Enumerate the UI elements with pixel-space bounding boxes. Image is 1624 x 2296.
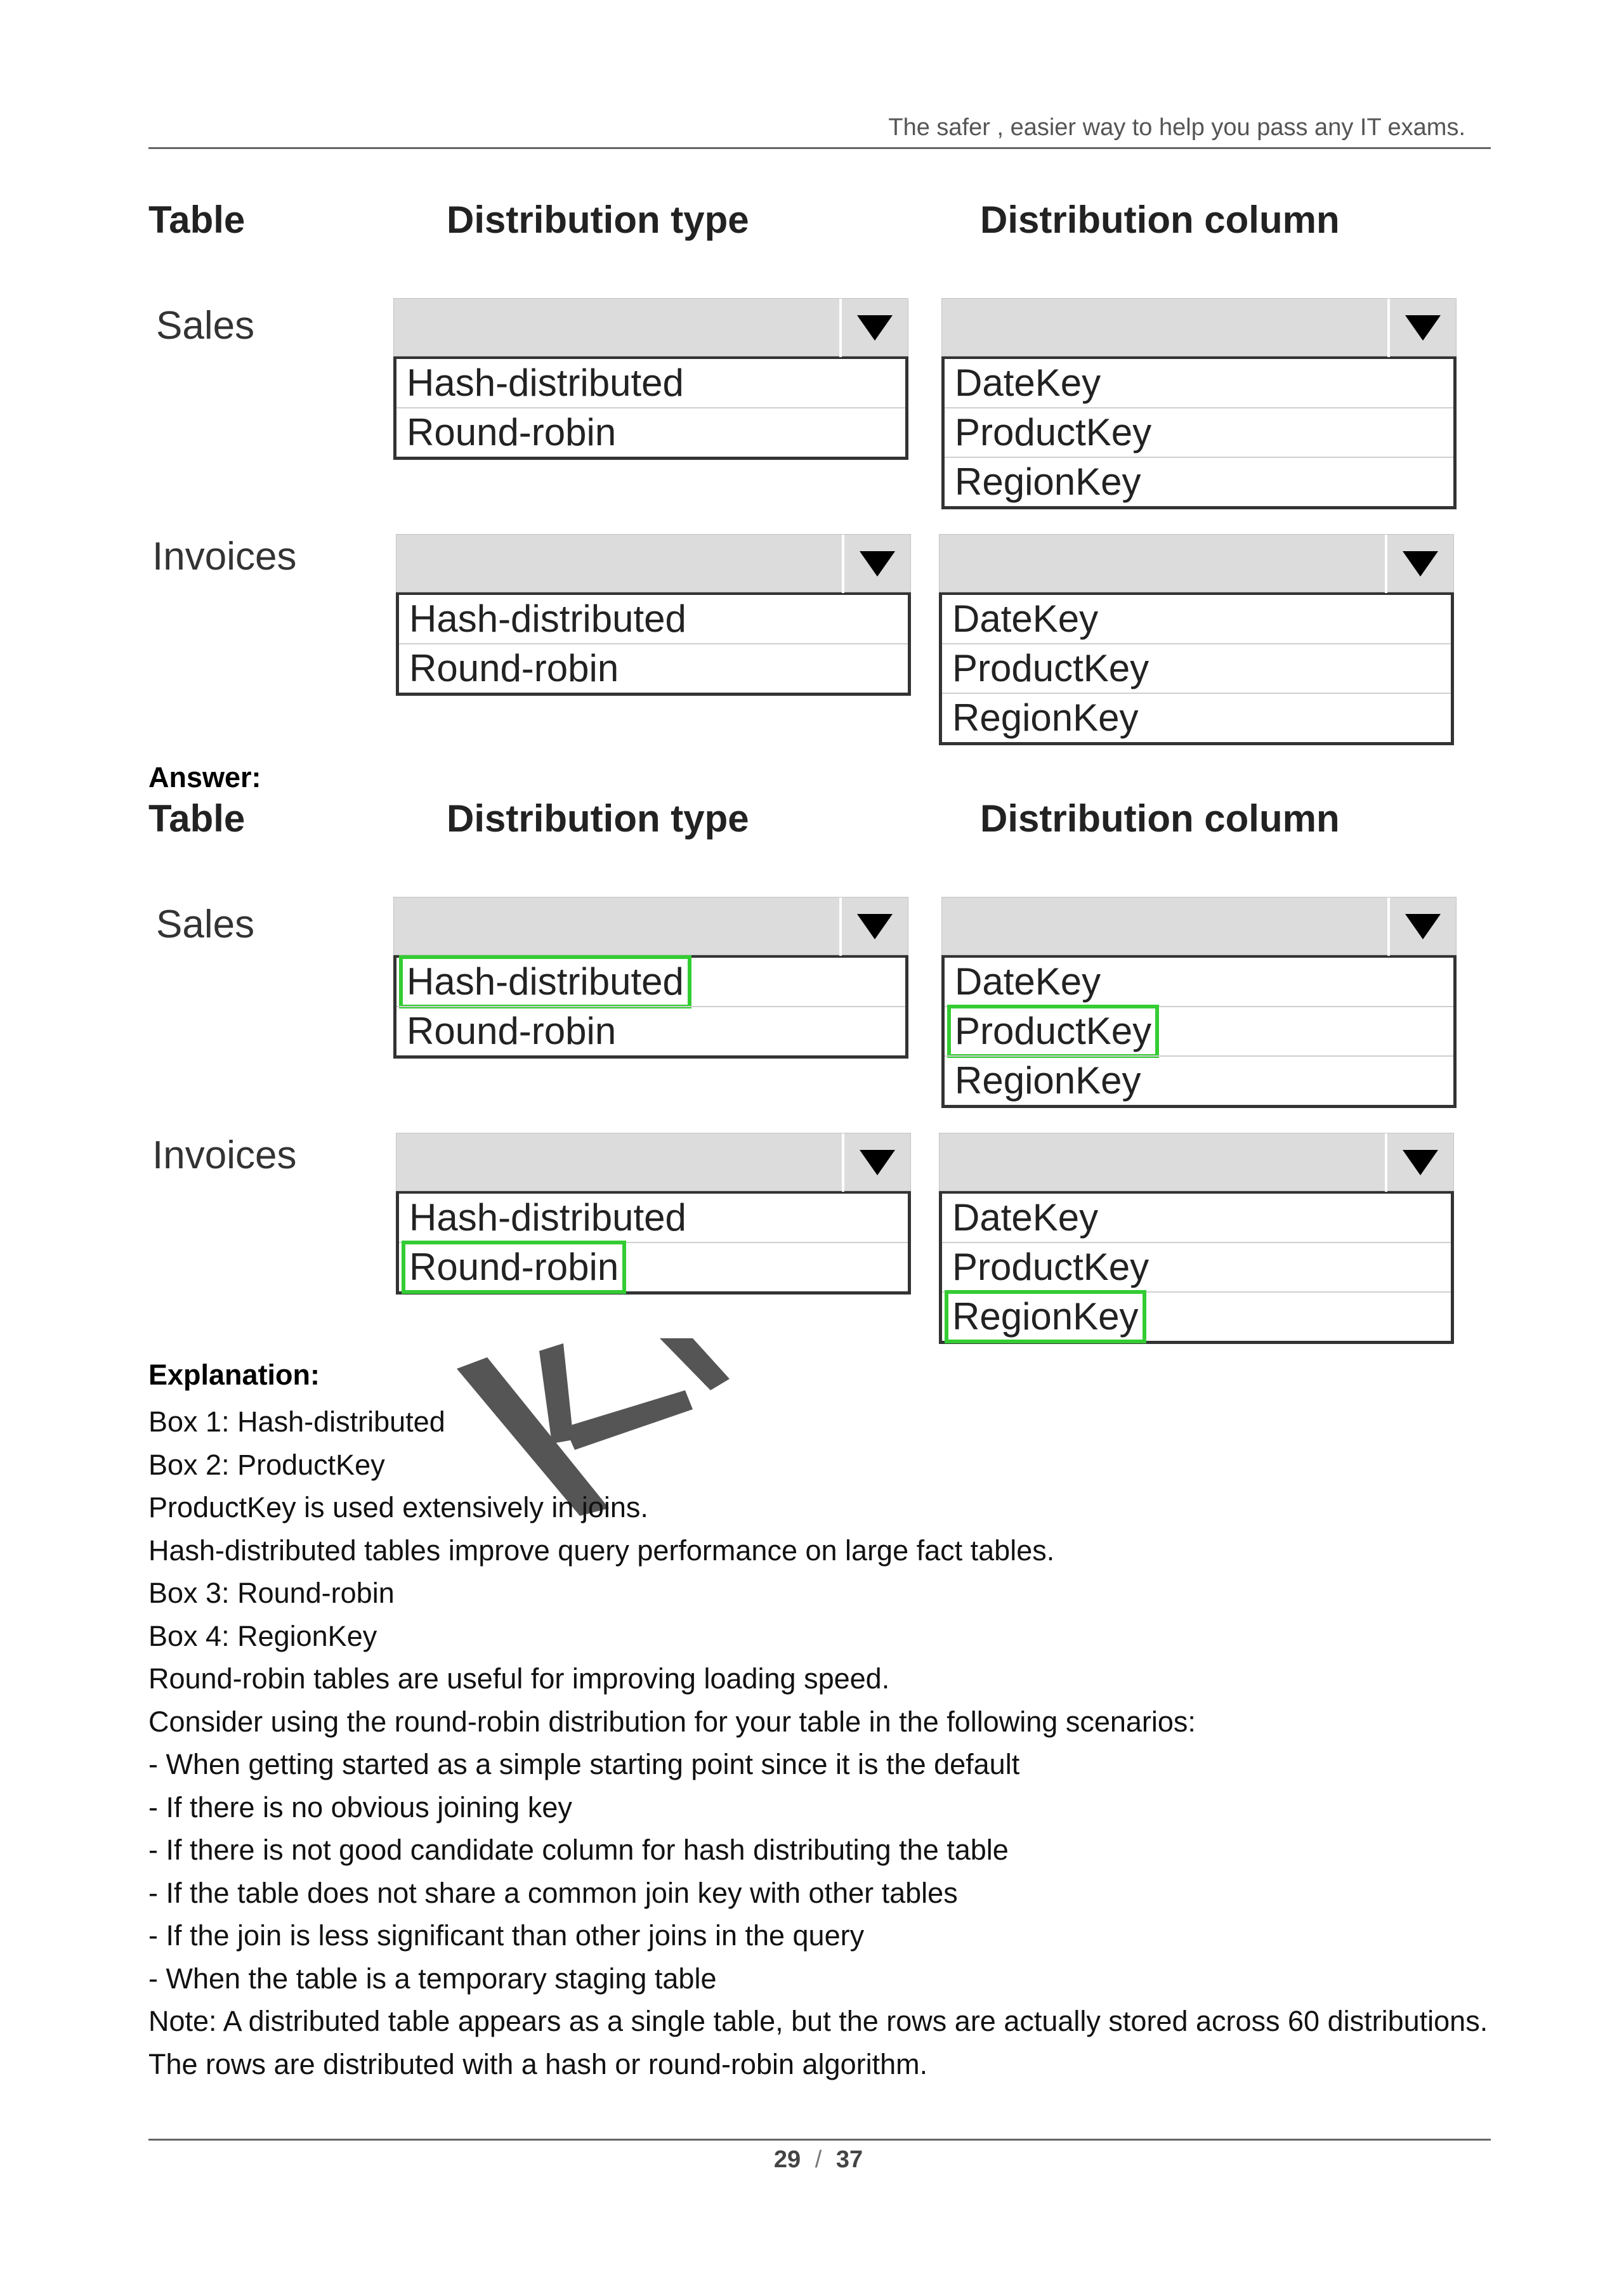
option-label: Hash-distributed	[409, 597, 686, 640]
watermark-stroke-4	[660, 1338, 730, 1390]
answer-sales-type-dropdown[interactable]	[393, 897, 908, 1059]
option-round-robin-selected[interactable]	[399, 1242, 908, 1291]
sales-column-dropdown[interactable]	[941, 298, 1457, 509]
option-label: Round-robin	[407, 411, 617, 453]
option-hash-distributed-selected[interactable]	[396, 958, 905, 1006]
option-label: ProductKey	[951, 1008, 1155, 1054]
option-datekey[interactable]	[942, 595, 1451, 643]
dropdown-options	[941, 955, 1457, 1108]
explanation-line: ProductKey is used extensively in joins.	[148, 1491, 648, 1523]
triangle-down-icon	[860, 1150, 895, 1175]
option-regionkey[interactable]	[945, 457, 1453, 506]
col-header-distribution-type: Distribution type	[447, 797, 749, 840]
option-label: RegionKey	[955, 1059, 1141, 1102]
dropdown-options	[396, 592, 911, 696]
explanation-line: - If the join is less significant than other joins in the query	[148, 1919, 865, 1952]
explanation-line: - If there is not good candidate column for hash distributing the table	[148, 1834, 1009, 1866]
row-label-invoices: Invoices	[152, 535, 297, 578]
dropdown-arrow[interactable]	[1385, 1133, 1453, 1192]
dropdown-header[interactable]	[939, 1133, 1454, 1191]
dropdown-header[interactable]	[396, 534, 911, 592]
invoices-column-dropdown[interactable]	[939, 534, 1454, 745]
option-label: Hash-distributed	[403, 959, 688, 1005]
footer-rule	[148, 2139, 1491, 2141]
option-hash-distributed[interactable]	[396, 359, 905, 407]
option-regionkey-selected[interactable]	[942, 1291, 1451, 1341]
dropdown-options	[939, 1191, 1454, 1344]
dropdown-arrow[interactable]	[1387, 299, 1456, 357]
total-pages: 37	[835, 2146, 863, 2173]
sales-type-dropdown[interactable]	[393, 298, 908, 460]
dropdown-arrow[interactable]	[842, 1133, 910, 1192]
explanation-line: Note: A distributed table appears as a single table, but the rows are actually stored across 60 distributions.	[148, 2005, 1488, 2037]
answer-label: Answer:	[148, 761, 261, 793]
triangle-down-icon	[857, 914, 893, 939]
col-header-table: Table	[148, 797, 246, 840]
triangle-down-icon	[1403, 1150, 1438, 1175]
option-productkey[interactable]	[942, 1242, 1451, 1291]
page-number	[0, 2146, 1624, 2174]
dropdown-header[interactable]	[939, 534, 1454, 592]
dropdown-arrow[interactable]	[842, 535, 910, 593]
dropdown-options	[393, 955, 908, 1059]
page-separator: /	[815, 2146, 822, 2173]
option-datekey[interactable]	[945, 359, 1453, 407]
row-label-invoices: Invoices	[152, 1133, 297, 1177]
row-label-sales: Sales	[156, 304, 255, 348]
dropdown-header[interactable]	[941, 897, 1457, 955]
explanation-line: Hash-distributed tables improve query performance on large fact tables.	[148, 1534, 1055, 1567]
answer-invoices-type-dropdown[interactable]	[396, 1133, 911, 1295]
explanation-body	[148, 1400, 1488, 2085]
option-label: ProductKey	[952, 647, 1149, 689]
explanation-line: The rows are distributed with a hash or round-robin algorithm.	[148, 2047, 928, 2080]
col-header-distribution-column: Distribution column	[980, 199, 1340, 241]
option-label: DateKey	[955, 362, 1101, 404]
answer-invoices-column-dropdown[interactable]	[939, 1133, 1454, 1344]
option-label: DateKey	[952, 597, 1099, 640]
current-page: 29	[773, 2146, 801, 2173]
explanation-line: Box 1: Hash-distributed	[148, 1406, 445, 1438]
explanation-line: Box 2: ProductKey	[148, 1448, 385, 1481]
dropdown-arrow[interactable]	[839, 299, 908, 357]
col-header-distribution-column: Distribution column	[980, 797, 1340, 840]
option-regionkey[interactable]	[945, 1055, 1453, 1105]
explanation-line: Box 3: Round-robin	[148, 1577, 395, 1609]
col-header-table: Table	[148, 199, 246, 241]
option-productkey[interactable]	[945, 407, 1453, 457]
explanation-line: Consider using the round-robin distribution for your table in the following scenarios:	[148, 1705, 1196, 1738]
option-productkey[interactable]	[942, 643, 1451, 693]
explanation-line: Box 4: RegionKey	[148, 1619, 377, 1652]
option-round-robin[interactable]	[396, 1006, 905, 1055]
option-datekey[interactable]	[942, 1194, 1451, 1242]
option-label: Round-robin	[407, 1010, 617, 1052]
explanation-line: Round-robin tables are useful for improving loading speed.	[148, 1662, 890, 1695]
explanation-line: - If there is no obvious joining key	[148, 1790, 572, 1823]
option-hash-distributed[interactable]	[399, 595, 908, 643]
dropdown-arrow[interactable]	[839, 897, 908, 956]
triangle-down-icon	[1405, 315, 1441, 341]
option-label: DateKey	[955, 960, 1101, 1003]
triangle-down-icon	[857, 315, 893, 341]
explanation-line: - When getting started as a simple starting point since it is the default	[148, 1748, 1020, 1780]
dropdown-arrow[interactable]	[1387, 897, 1456, 956]
dropdown-header[interactable]	[393, 897, 908, 955]
option-label: DateKey	[952, 1196, 1099, 1239]
option-label: Round-robin	[405, 1244, 622, 1290]
explanation-label: Explanation:	[148, 1359, 320, 1391]
dropdown-header[interactable]	[393, 298, 908, 356]
triangle-down-icon	[860, 551, 895, 577]
option-label: Hash-distributed	[407, 362, 684, 404]
row-label-sales: Sales	[156, 903, 255, 946]
option-label: RegionKey	[952, 696, 1139, 739]
option-label: RegionKey	[955, 460, 1141, 503]
dropdown-options	[396, 1191, 911, 1295]
triangle-down-icon	[1403, 551, 1438, 577]
header-rule	[148, 147, 1491, 149]
dropdown-options	[941, 356, 1457, 509]
option-label: ProductKey	[952, 1246, 1149, 1288]
dropdown-options	[393, 356, 908, 460]
option-datekey[interactable]	[945, 958, 1453, 1006]
explanation-line: - When the table is a temporary staging table	[148, 1962, 717, 1995]
option-label: Round-robin	[409, 647, 619, 689]
dropdown-options	[939, 592, 1454, 745]
option-round-robin[interactable]	[399, 643, 908, 693]
invoices-type-dropdown[interactable]	[396, 534, 911, 696]
option-hash-distributed[interactable]	[399, 1194, 908, 1242]
option-productkey-selected[interactable]	[945, 1006, 1453, 1055]
option-label: ProductKey	[955, 411, 1152, 453]
option-regionkey[interactable]	[942, 693, 1451, 742]
dropdown-header[interactable]	[941, 298, 1457, 356]
option-label: Hash-distributed	[409, 1196, 686, 1239]
option-label: RegionKey	[948, 1294, 1143, 1340]
triangle-down-icon	[1405, 914, 1441, 939]
dropdown-arrow[interactable]	[1385, 535, 1453, 593]
explanation-line: - If the table does not share a common join key with other tables	[148, 1876, 958, 1909]
answer-sales-column-dropdown[interactable]	[941, 897, 1457, 1108]
header-tagline: The safer , easier way to help you pass any IT exams.	[888, 114, 1465, 141]
col-header-distribution-type: Distribution type	[447, 199, 749, 241]
option-round-robin[interactable]	[396, 407, 905, 457]
dropdown-header[interactable]	[396, 1133, 911, 1191]
